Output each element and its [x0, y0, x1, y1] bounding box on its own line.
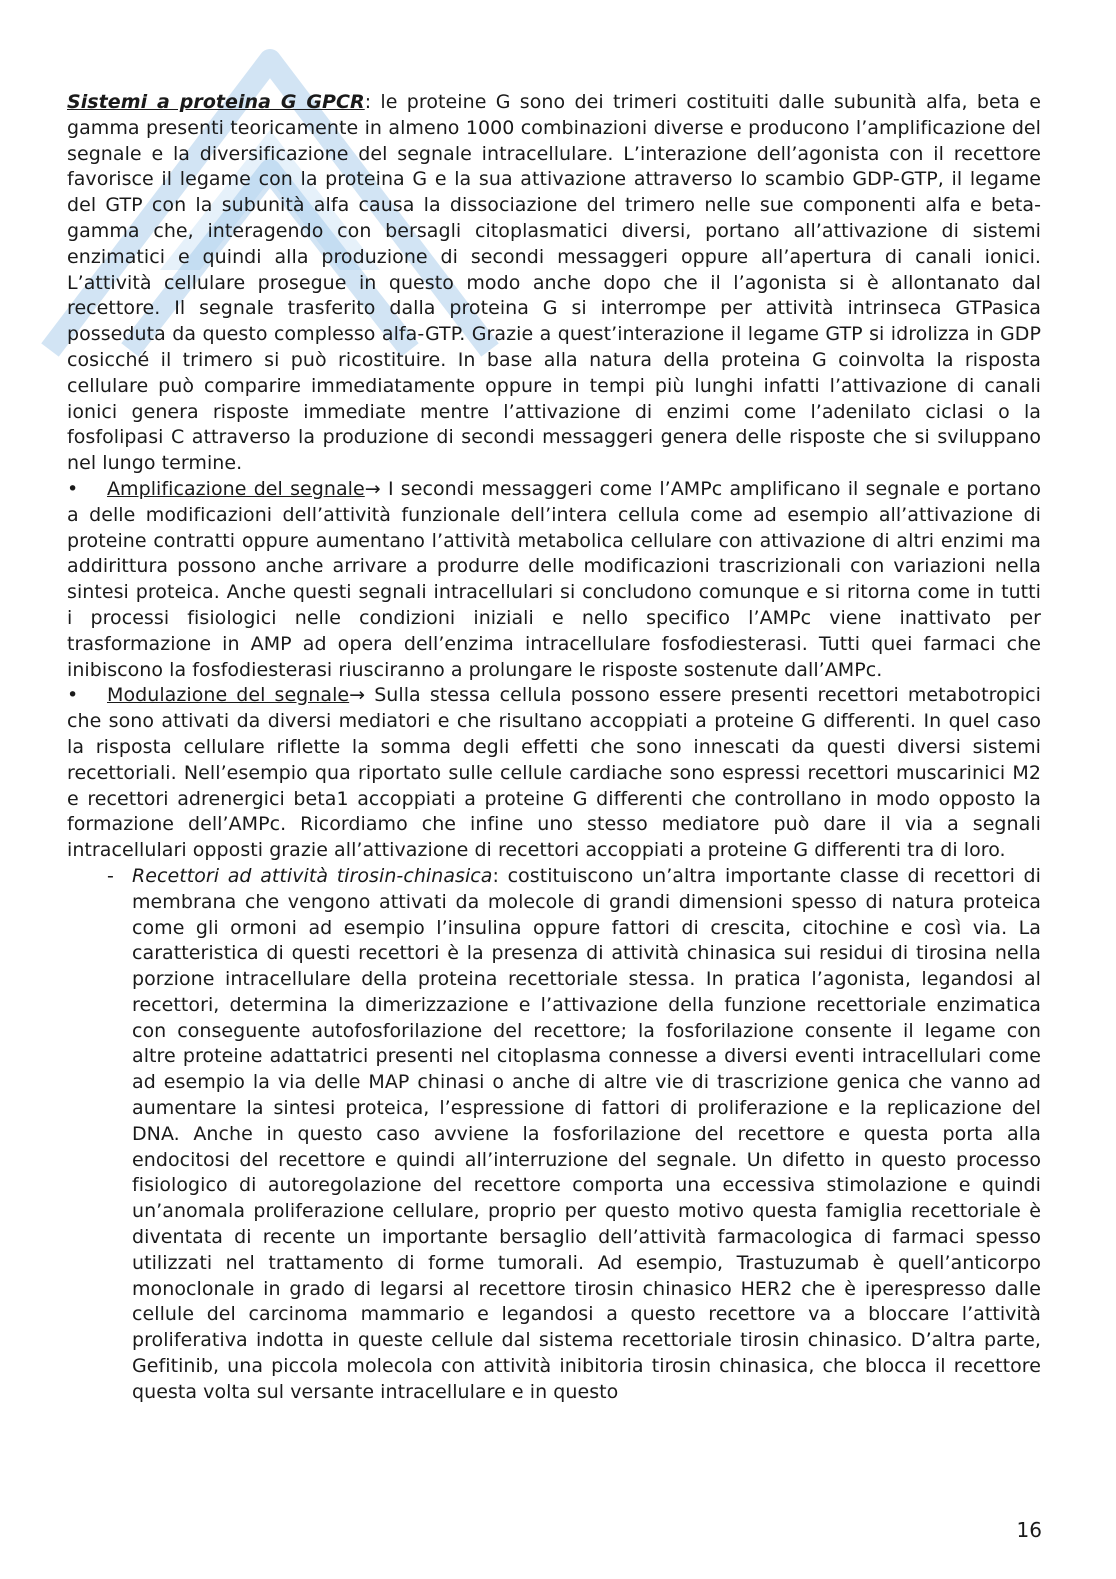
bullet-icon: • — [67, 477, 79, 500]
page-number: 16 — [1016, 1518, 1042, 1542]
dash-term: Recettori ad attività tirosin-chinasica — [132, 864, 493, 887]
dash-item-tirosin-chinasi — [67, 864, 1041, 1406]
bullet-modulazione — [67, 683, 1041, 864]
paragraph-gpcr — [67, 90, 1041, 477]
bullet-text: I secondi messaggeri come l’AMPc amplificano il segnale e portano a delle modificazioni dell’attività funzionale dell’intera cellula come ad esempio all’attivazione di proteine contratti oppure aumentano l’attività metabolica cellulare con attivazione di altri enzimi ma addirittura possono anche arrivare a produrre delle modificazioni trascrizionali con variazioni nella sintesi proteica. Anche questi segnali intracellulari si concludono comunque e si ritorna come in tutti i processi fisiologici nelle condizioni iniziali e nello specifico l’AMPc viene inattivato per trasformazione in AMP ad opera dell’enzima intracellulare fosfodiesterasi. Tutti quei farmaci che inibiscono la fosfodiesterasi riusciranno a prolungare le risposte sostenute dall’AMPc. — [67, 477, 1042, 681]
dash-text: : costituiscono un’altra importante classe di recettori di membrana che vengono attivati da molecole di grandi dimensioni spesso di natura proteica come gli ormoni ad esempio l’insulina oppure fattori di crescita, citochine e così via. La caratteristica di questi recettori è la presenza di attività chinasica sui residui di tirosina nella porzione intracellulare della proteina recettoriale stessa. In pratica l’agonista, legandosi al recettori, determina la dimerizzazione e l’attivazione della funzione recettoriale enzimatica con conseguente autofosforilazione del recettore; la fosforilazione consente il legame con altre proteine adattatrici presenti nel citoplasma connesse a diversi eventi intracellulari come ad esempio la via delle MAP chinasi o anche di altre vie di trascrizione genica che vanno ad aumentare la sintesi proteica, l’espressione di fattori di proliferazione e la replicazione del DNA. Anche in questo caso avviene la fosforilazione del recettore e questa porta alla endocitosi del recettore e quindi all’interruzione del segnale. Un difetto in questo processo fisiologico di autoregolazione del recettore comporta una eccessiva stimolazione e quindi un’anomala proliferazione cellulare, proprio per questo motivo questa famiglia recettoriale è diventata di recente un importante bersaglio dell’attività farmacologica di farmaci spesso utilizzati nel trattamento di forme tumorali. Ad esempio, Trastuzumab è quell’anticorpo monoclonale in grado di legarsi al recettore tirosin chinasico HER2 che è iperespresso dalle cellule del carcinoma mammario e legandosi a questo recettore va a bloccare l’attività proliferativa indotta in queste cellule dal sistema recettoriale tirosin chinasico. D’altra parte, Gefitinib, una piccola molecola con attività inibitoria tirosin chinasica, che blocca il recettore questa volta sul versante intracellulare e in questo — [132, 864, 1041, 1403]
section-heading: Sistemi a proteina G GPCR — [67, 91, 365, 113]
bullet-amplificazione — [67, 477, 1041, 683]
dash-icon: - — [107, 864, 114, 887]
bullet-icon: • — [67, 684, 79, 707]
arrow-icon: → — [349, 684, 366, 707]
bullet-term: Amplificazione del segnale — [107, 477, 365, 500]
arrow-icon: → — [364, 477, 381, 500]
bullet-term: Modulazione del segnale — [107, 684, 350, 707]
bullet-text: Sulla stessa cellula possono essere presenti recettori metabotropici che sono attivati da diversi mediatori e che risultano accoppiati a proteine G differenti. In quel caso la risposta cellulare riflette la somma degli effetti che sono innescati da questi diversi sistemi recettoriali. Nell’esempio qua riportato sulle cellule cardiache sono espressi recettori muscarinici M2 e recettori adrenergici beta1 accoppiati a proteine G differenti che controllano in modo opposto la formazione dell’AMPc. Ricordiamo che infine uno stesso mediatore può dare il via a segnali intracellulari opposti grazie all’attivazione di recettori accoppiati a proteine G differenti tra di loro. — [67, 684, 1041, 862]
document-body — [67, 90, 1041, 1406]
paragraph-text: : le proteine G sono dei trimeri costituiti dalle subunità alfa, beta e gamma presenti teoricamente in almeno 1000 combinazioni diverse e producono l’amplificazione del segnale e la diversificazione del segnale intracellulare. L’interazione dell’agonista con il recettore favorisce il legame con la proteina G e la sua attivazione attraverso lo scambio GDP-GTP, il legame del GTP con la subunità alfa causa la dissociazione del trimero nelle sue componenti alfa e beta-gamma che, interagendo con bersagli citoplasmatici diversi, portano all’attivazione di sistemi enzimatici e quindi alla produzione di secondi messaggeri oppure all’apertura di canali ionici. L’attività cellulare prosegue in questo modo anche dopo che il l’agonista si è allontanato dal recettore. Il segnale trasferito dalla proteina G si interrompe per attività intrinseca GTPasica posseduta da questo complesso alfa-GTP. Grazie a quest’interazione il legame GTP si idrolizza in GDP cosicché il trimero si può ricostituire. In base alla natura della proteina G coinvolta la risposta cellulare può comparire immediatamente oppure in tempi più lunghi infatti l’attivazione di canali ionici genera risposte immediate mentre l’attivazione di enzimi come l’adenilato ciclasi o la fosfolipasi C attraverso la produzione di secondi messaggeri genera delle risposte che si sviluppano nel lungo termine. — [67, 91, 1041, 475]
